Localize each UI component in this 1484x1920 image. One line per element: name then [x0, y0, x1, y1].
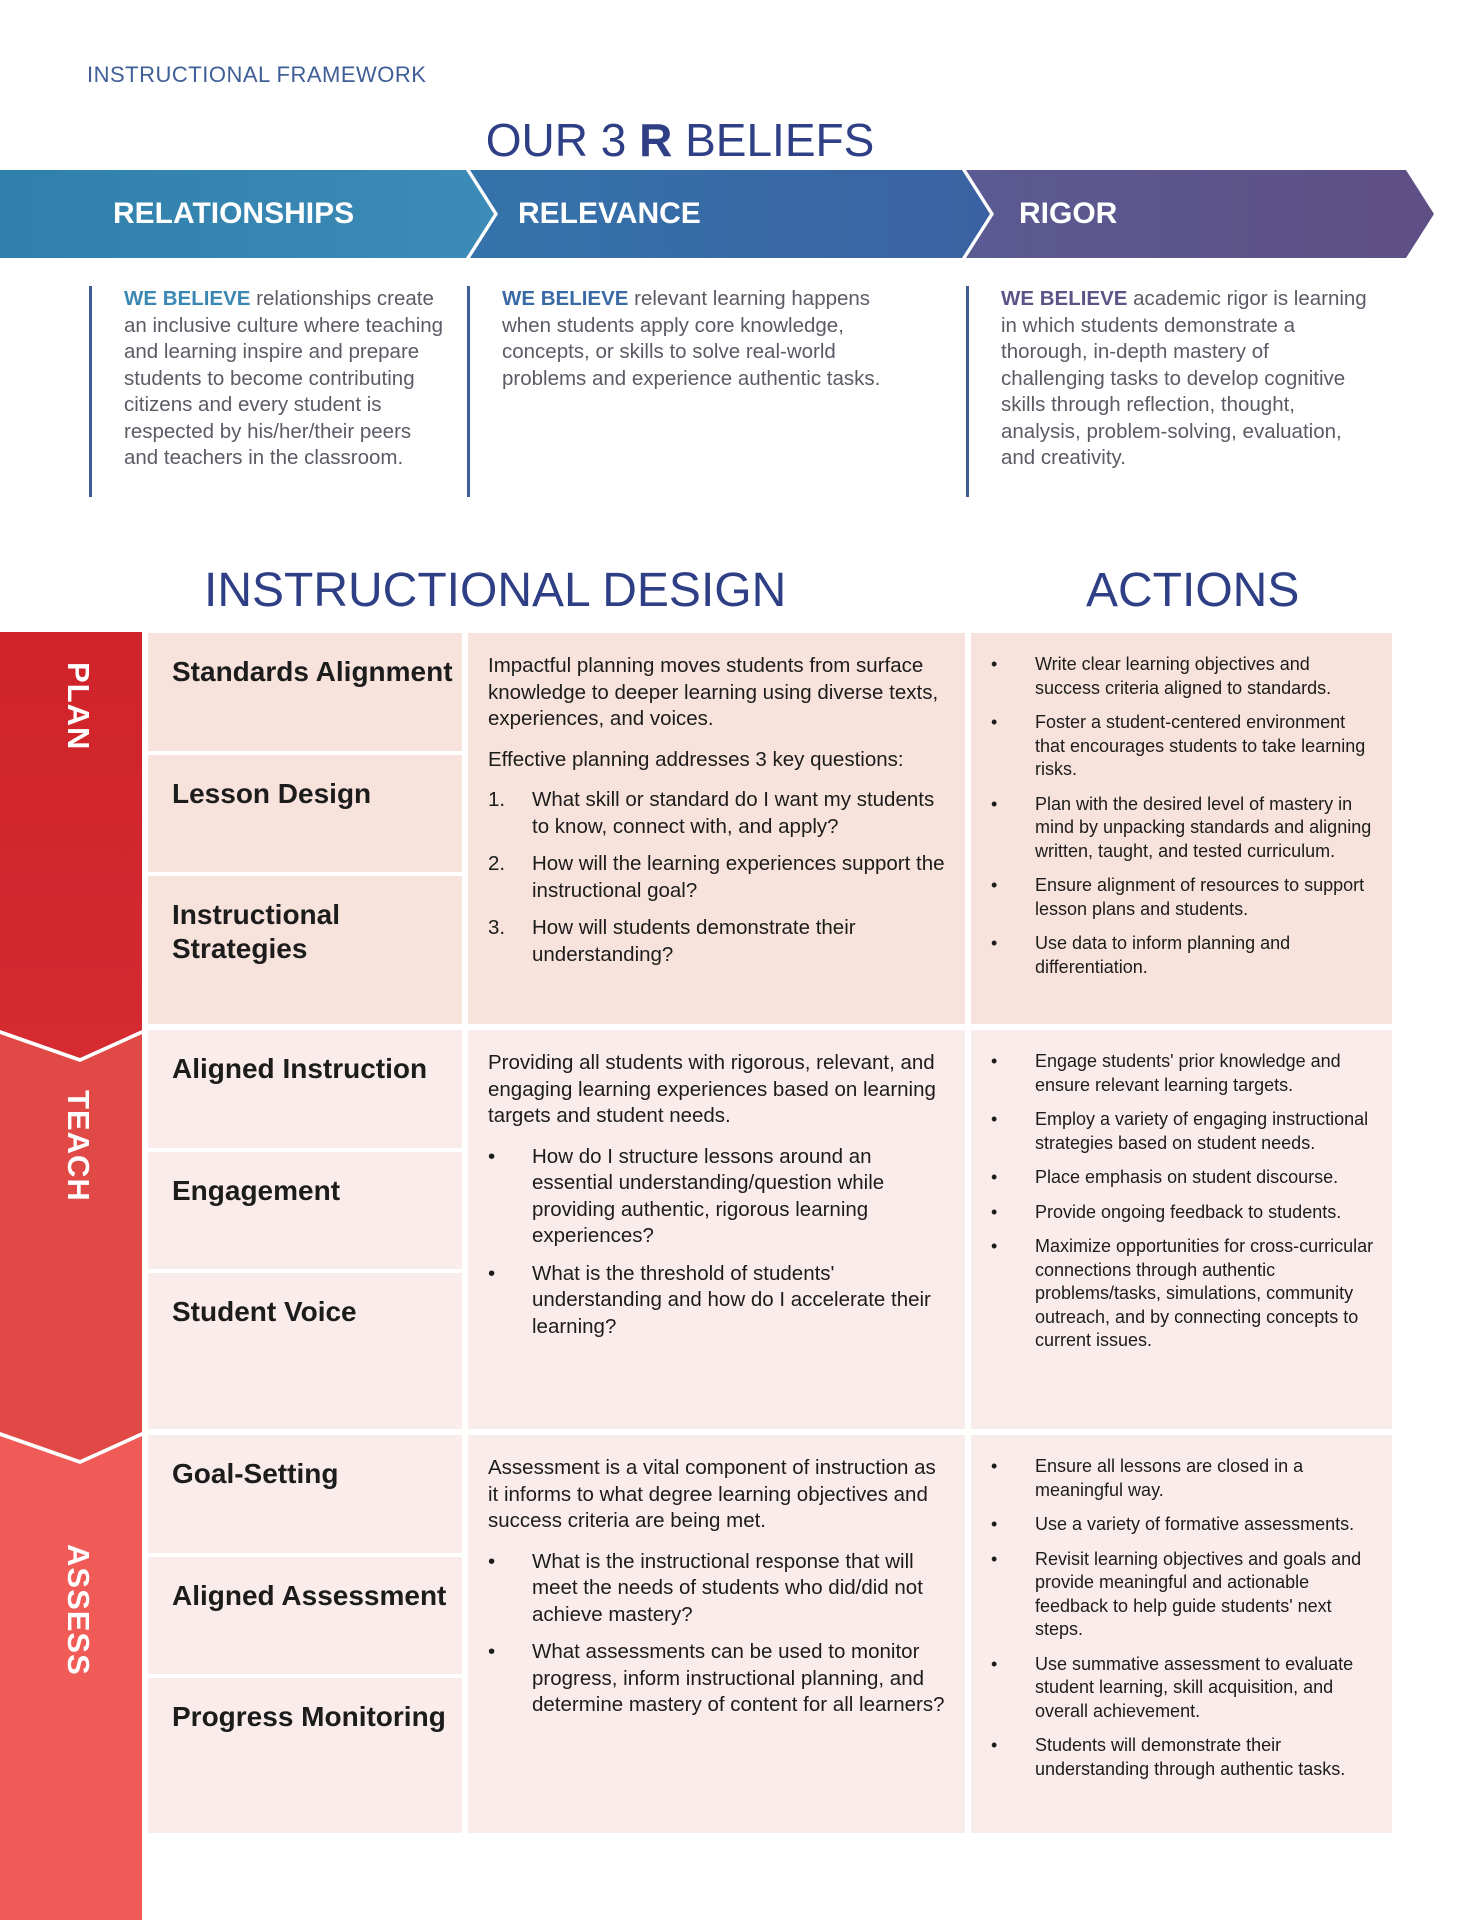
action-item: • Ensure alignment of resources to support lesson plans and students.	[991, 875, 1365, 919]
plan-actions	[971, 633, 1392, 1024]
belief-text: relationships create an inclusive culture where teaching and learning inspire and prepare students to become contributing citizens and every student is respected by his/her/their peers and teachers in the classroom.	[124, 287, 444, 469]
belief-lead: WE BELIEVE	[502, 287, 629, 310]
relationships-belief	[89, 286, 444, 497]
item-goal-setting: Goal-Setting	[148, 1435, 462, 1553]
actions-heading: ACTIONS	[1086, 564, 1300, 617]
action-item: • Use data to inform planning and differentiation.	[991, 933, 1291, 977]
list-item: • What assessments can be used to monitor progress, inform instructional planning, and determine mastery of content for all learners?	[488, 1640, 945, 1716]
description-list	[488, 1144, 947, 1341]
description-list	[488, 1549, 947, 1719]
teach-phase-label: TEACH	[61, 1090, 96, 1202]
description-list	[488, 787, 947, 968]
plan-phase-label: PLAN	[61, 662, 96, 751]
description-paragraph: Effective planning addresses 3 key questions:	[488, 747, 904, 771]
actions-list	[991, 1050, 1376, 1353]
actions-list	[991, 1455, 1376, 1781]
item-engagement: Engagement	[148, 1152, 462, 1269]
item-aligned-assessment: Aligned Assessment	[148, 1557, 462, 1674]
plan-description	[468, 633, 965, 1024]
instructional-design-heading: INSTRUCTIONAL DESIGN	[204, 564, 787, 617]
belief-lead: WE BELIEVE	[1001, 287, 1128, 310]
item-aligned-instruction: Aligned Instruction	[148, 1030, 462, 1148]
action-item: • Provide ongoing feedback to students.	[991, 1201, 1342, 1222]
action-item: • Maximize opportunities for cross-curricular connections through authentic problems/tasks, simulations, community outreach, and by connecting concepts to current issues.	[991, 1236, 1374, 1350]
action-item: • Foster a student-centered environment that encourages students to take learning risks.	[991, 712, 1366, 779]
action-item: • Revisit learning objectives and goals and provide meaningful and actionable feedback to help guide students' next steps.	[991, 1548, 1362, 1639]
action-item: • Write clear learning objectives and success criteria aligned to standards.	[991, 654, 1332, 698]
action-item: • Engage students' prior knowledge and ensure relevant learning targets.	[991, 1051, 1341, 1095]
beliefs-title: OUR 3 R BELIEFS	[485, 114, 875, 166]
belief-text: academic rigor is learning in which students demonstrate a thorough, in-depth mastery of challenging tasks to develop cognitive skills through reflection, thought, analysis, problem-solving, evaluation, and creativity.	[1001, 287, 1367, 469]
list-item: • What is the threshold of students' understanding and how do I accelerate their learning?	[488, 1261, 931, 1338]
action-item: • Plan with the desired level of mastery in mind by unpacking standards and aligning written, taught, and tested curriculum.	[991, 793, 1372, 861]
relationships-label: RELATIONSHIPS	[113, 197, 355, 230]
item-student-voice: Student Voice	[148, 1273, 462, 1429]
belief-lead: WE BELIEVE	[124, 287, 251, 310]
list-item: 1. What skill or standard do I want my students to know, connect with, and apply?	[488, 788, 935, 838]
action-item: • Use summative assessment to evaluate student learning, skill acquisition, and overall achievement.	[991, 1653, 1354, 1721]
rigor-label: RIGOR	[1019, 197, 1118, 230]
list-item: • How do I structure lessons around an essential understanding/question while providing authentic, rigorous learning experiences?	[488, 1144, 885, 1247]
item-instructional-strategies: Instructional Strategies	[148, 876, 462, 1024]
relevance-belief	[467, 286, 914, 497]
action-item: • Place emphasis on student discourse.	[991, 1167, 1339, 1187]
list-item: 3. How will students demonstrate their understanding?	[488, 916, 856, 966]
assess-phase-label: ASSESS	[61, 1544, 96, 1676]
teach-actions	[971, 1030, 1392, 1429]
action-item: • Students will demonstrate their understanding through authentic tasks.	[991, 1735, 1346, 1779]
assess-description	[468, 1435, 965, 1833]
assess-actions	[971, 1435, 1392, 1833]
item-standards-alignment: Standards Alignment	[148, 633, 462, 751]
action-item: • Ensure all lessons are closed in a meaningful way.	[991, 1456, 1304, 1500]
item-progress-monitoring: Progress Monitoring	[148, 1678, 462, 1833]
list-item: 2. How will the learning experiences support the instructional goal?	[488, 852, 945, 902]
framework-eyebrow: INSTRUCTIONAL FRAMEWORK	[87, 62, 427, 87]
assess-segment	[0, 1436, 142, 1920]
rigor-belief	[966, 286, 1375, 497]
action-item: • Employ a variety of engaging instructional strategies based on student needs.	[991, 1109, 1369, 1153]
actions-list	[991, 653, 1376, 979]
teach-description	[468, 1030, 965, 1429]
description-paragraph: Assessment is a vital component of instruction as it informs to what degree learning objectives and success criteria are being met.	[488, 1456, 936, 1532]
description-paragraph: Providing all students with rigorous, relevant, and engaging learning experiences based on learning targets and student needs.	[488, 1051, 936, 1127]
action-item: • Use a variety of formative assessments.	[991, 1514, 1355, 1534]
description-paragraph: Impactful planning moves students from surface knowledge to deeper learning using diverse texts, experiences, and voices.	[488, 654, 939, 730]
list-item: • What is the instructional response that will meet the needs of students who did/did not achieve mastery?	[488, 1549, 923, 1626]
belief-text: relevant learning happens when students apply core knowledge, concepts, or skills to solve real-world problems and experience authentic tasks.	[502, 287, 881, 390]
item-lesson-design: Lesson Design	[148, 755, 462, 872]
relevance-label: RELEVANCE	[518, 197, 701, 230]
phase-ribbon	[0, 632, 142, 1920]
